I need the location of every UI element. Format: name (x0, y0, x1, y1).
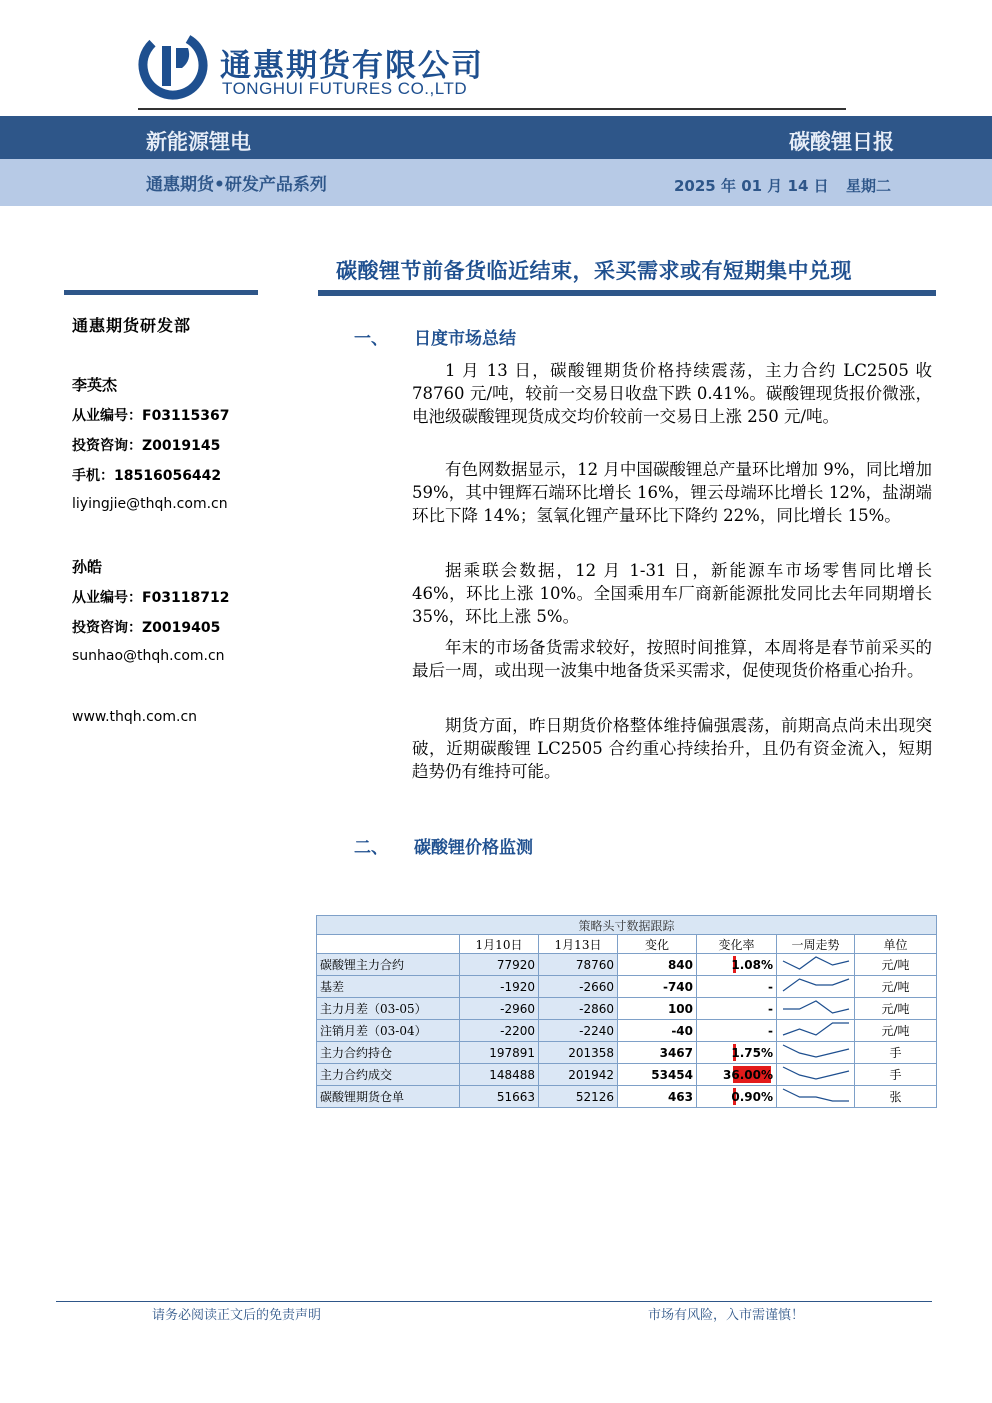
sparkline (777, 954, 855, 972)
change-rate (697, 954, 777, 976)
unit-cell: 手 (855, 1042, 937, 1064)
disclaimer-note: 请务必阅读正文后的免责声明 (152, 1308, 322, 1323)
column-header: 一周走势 (777, 935, 855, 954)
column-header: 变化 (618, 935, 697, 954)
weekly-trend-sparkline (777, 1086, 855, 1108)
unit-cell: 张 (855, 1086, 937, 1108)
rate-text: - (768, 979, 773, 994)
table-row (317, 998, 937, 1020)
change-rate (697, 1020, 777, 1042)
position-tracking-table (316, 915, 937, 1108)
section-number: 一、 (354, 329, 388, 349)
change-value: 100 (618, 998, 697, 1020)
rate-text: 1.08% (731, 957, 773, 972)
headline-underline (318, 290, 936, 296)
row-label: 基差 (317, 976, 460, 998)
weekly-trend-sparkline (777, 1042, 855, 1064)
weekly-trend-sparkline (777, 1064, 855, 1086)
weekly-trend-sparkline (777, 976, 855, 998)
change-rate (697, 1086, 777, 1108)
header-divider (138, 108, 846, 110)
unit-cell: 元/吨 (855, 954, 937, 976)
report-headline: 碳酸锂节前备货临近结束，采买需求或有短期集中兑现 (336, 258, 852, 283)
table-row (317, 1064, 937, 1086)
column-header: 1月10日 (460, 935, 539, 954)
sparkline (777, 1042, 855, 1060)
section-number: 二、 (354, 838, 388, 858)
rate-text: 1.75% (731, 1045, 773, 1060)
value-jan13: -2860 (539, 998, 618, 1020)
analyst-email[interactable]: liyingjie@thqh.com.cn (72, 496, 228, 512)
sparkline-line (783, 1067, 849, 1079)
rate-text: 36.00% (723, 1067, 773, 1082)
change-value: -40 (618, 1020, 697, 1042)
weekly-trend-sparkline (777, 1020, 855, 1042)
unit-cell: 手 (855, 1064, 937, 1086)
report-weekday: 星期二 (846, 177, 892, 195)
sparkline (777, 1020, 855, 1038)
sparkline (777, 976, 855, 994)
value-jan13: 78760 (539, 954, 618, 976)
value-jan13: 201942 (539, 1064, 618, 1086)
series-label: 通惠期货•研发产品系列 (146, 175, 327, 195)
column-header: 变化率 (697, 935, 777, 954)
report-type-label: 碳酸锂日报 (789, 130, 894, 154)
body-paragraph: 据乘联会数据，12 月 1-31 日，新能源车市场零售同比增长 46%，环比上涨 10%。全国乘用车厂商新能源批发同比去年同期增长 35%，环比上涨 5%。 (412, 561, 932, 626)
value-jan10: 197891 (460, 1042, 539, 1064)
value-jan13: -2660 (539, 976, 618, 998)
footer-divider (56, 1301, 932, 1302)
table-header-row (317, 935, 937, 954)
sparkline (777, 998, 855, 1016)
sparkline-line (783, 1045, 849, 1057)
row-label: 碳酸锂期货仓单 (317, 1086, 460, 1108)
column-header (317, 935, 460, 954)
body-paragraph: 期货方面，昨日期货价格整体维持偏强震荡，前期高点尚未出现突破，近期碳酸锂 LC2505 合约重心持续抬升，且仍有资金流入，短期趋势仍有维持可能。 (412, 716, 932, 781)
analyst-name: 孙皓 (72, 558, 103, 576)
company-name-en: TONGHUI FUTURES CO.,LTD (222, 79, 468, 98)
analyst-consult-id: 投资咨询：Z0019405 (72, 620, 221, 636)
unit-cell: 元/吨 (855, 1020, 937, 1042)
table-row (317, 954, 937, 976)
company-logo (138, 30, 208, 100)
value-jan13: 52126 (539, 1086, 618, 1108)
change-value: -740 (618, 976, 697, 998)
table-caption: 策略头寸数据跟踪 (317, 916, 937, 935)
change-rate (697, 998, 777, 1020)
company-website[interactable]: www.thqh.com.cn (72, 709, 198, 725)
table-row (317, 1086, 937, 1108)
company-name-cn: 通惠期货有限公司 (220, 48, 484, 84)
value-jan10: 51663 (460, 1086, 539, 1108)
research-dept: 通惠期货研发部 (72, 316, 192, 335)
unit-cell: 元/吨 (855, 976, 937, 998)
weekly-trend-sparkline (777, 998, 855, 1020)
sparkline-line (783, 1001, 849, 1013)
analyst-phone: 手机：18516056442 (72, 468, 222, 484)
analyst-license: 从业编号：F03118712 (72, 590, 230, 606)
column-header: 单位 (855, 935, 937, 954)
change-value: 3467 (618, 1042, 697, 1064)
body-paragraph: 有色网数据显示，12 月中国碳酸锂总产量环比增加 9%，同比增加 59%，其中锂辉石端环比增长 16%，锂云母端环比增长 12%，盐湖端环比下降 14%；氢氧化锂产量环比下降约 22%，同比增长 15%。 (412, 460, 932, 525)
row-label: 碳酸锂主力合约 (317, 954, 460, 976)
sparkline (777, 1064, 855, 1082)
change-rate (697, 1064, 777, 1086)
table-row (317, 1020, 937, 1042)
sector-label: 新能源锂电 (146, 130, 251, 154)
change-value: 463 (618, 1086, 697, 1108)
value-jan13: -2240 (539, 1020, 618, 1042)
column-header: 1月13日 (539, 935, 618, 954)
change-rate (697, 976, 777, 998)
unit-cell: 元/吨 (855, 998, 937, 1020)
sparkline-line (783, 957, 849, 969)
sparkline-line (783, 1023, 849, 1035)
analyst-email[interactable]: sunhao@thqh.com.cn (72, 648, 225, 664)
row-label: 主力月差（03-05） (317, 998, 460, 1020)
weekly-trend-sparkline (777, 954, 855, 976)
analyst-license: 从业编号：F03115367 (72, 408, 230, 424)
table-row (317, 1042, 937, 1064)
row-label: 主力合约持仓 (317, 1042, 460, 1064)
value-jan13: 201358 (539, 1042, 618, 1064)
rate-text: - (768, 1023, 773, 1038)
analyst-consult-id: 投资咨询：Z0019145 (72, 438, 221, 454)
value-jan10: -2200 (460, 1020, 539, 1042)
sidebar-divider (64, 290, 258, 295)
rate-text: - (768, 1001, 773, 1016)
rate-text: 0.90% (731, 1089, 773, 1104)
section-title: 碳酸锂价格监测 (414, 838, 533, 858)
sparkline-line (783, 1089, 849, 1101)
report-date: 2025 年 01 月 14 日 (674, 177, 829, 195)
body-paragraph: 1 月 13 日，碳酸锂期货价格持续震荡，主力合约 LC2505 收 78760 元/吨，较前一交易日收盘下跌 0.41%。碳酸锂现货报价微涨，电池级碳酸锂现货成交均价较前一交易日上涨 250 元/吨。 (412, 361, 932, 426)
body-paragraph: 年末的市场备货需求较好，按照时间推算，本周将是春节前采买的最后一周，或出现一波集中地备货采买需求，促使现货价格重心抬升。 (412, 638, 932, 680)
sparkline (777, 1086, 855, 1104)
change-rate (697, 1042, 777, 1064)
value-jan10: -2960 (460, 998, 539, 1020)
analyst-name: 李英杰 (72, 376, 118, 394)
sparkline-line (783, 979, 849, 991)
row-label: 主力合约成交 (317, 1064, 460, 1086)
row-label: 注销月差（03-04） (317, 1020, 460, 1042)
risk-warning: 市场有风险，入市需谨慎！ (648, 1308, 805, 1323)
change-value: 53454 (618, 1064, 697, 1086)
section-title: 日度市场总结 (414, 329, 516, 349)
table-row (317, 976, 937, 998)
value-jan10: 148488 (460, 1064, 539, 1086)
value-jan10: 77920 (460, 954, 539, 976)
change-value: 840 (618, 954, 697, 976)
value-jan10: -1920 (460, 976, 539, 998)
